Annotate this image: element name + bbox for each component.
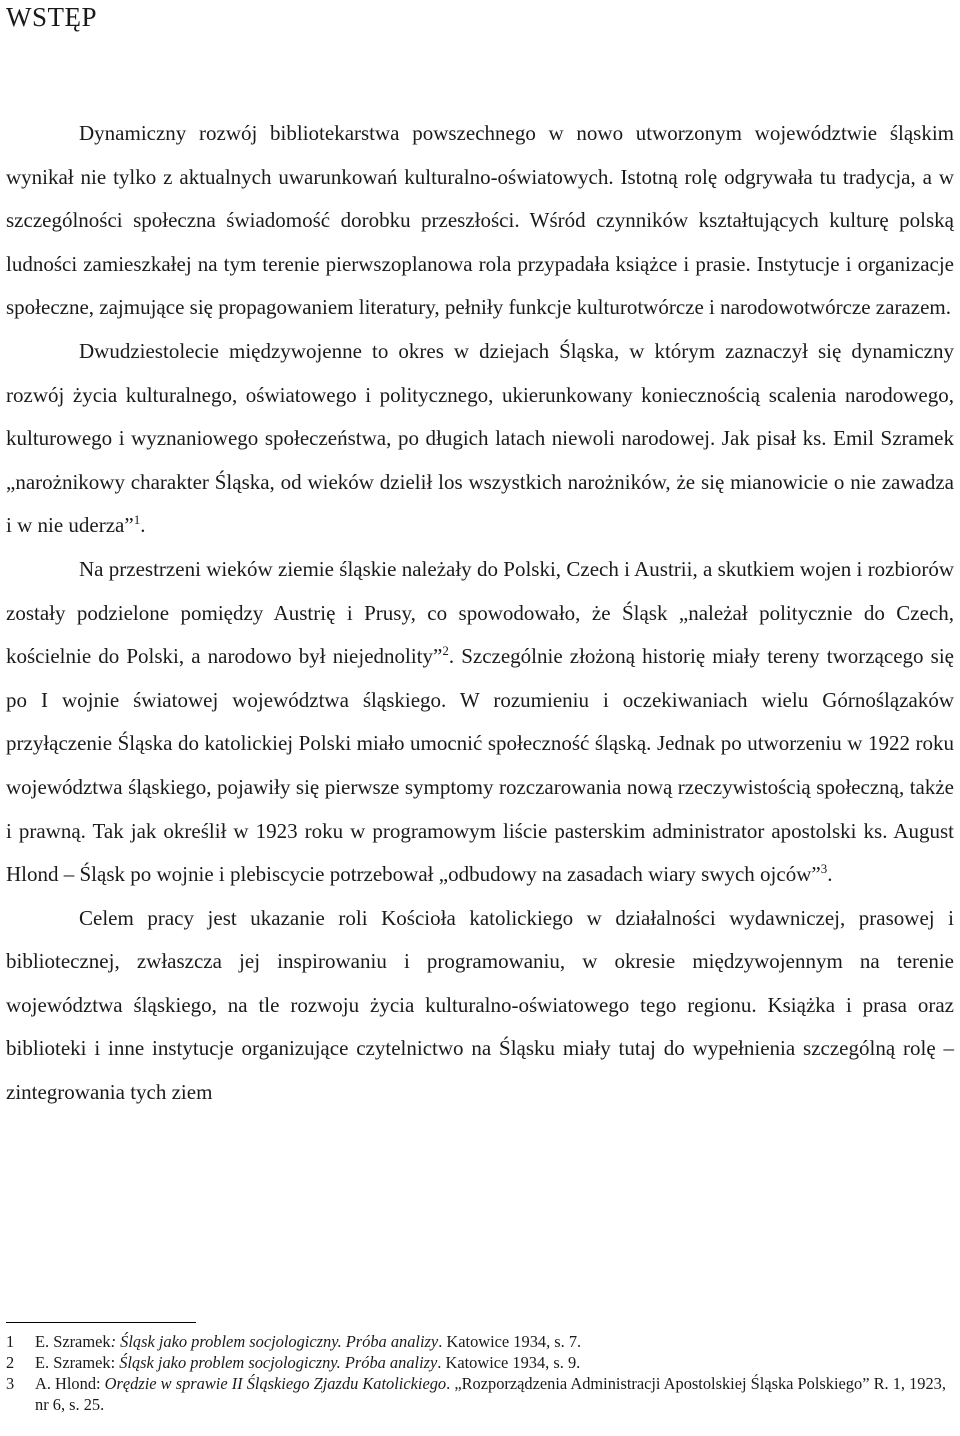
footnote-title: Orędzie w sprawie II Śląskiego Zjazdu Katolickiego (104, 1374, 447, 1393)
body-text (6, 112, 954, 1115)
paragraph (6, 112, 954, 330)
paragraph (6, 548, 954, 897)
paragraph-text: Dwudziestolecie międzywojenne to okres w dziejach Śląska, w którym zaznaczył się dynamiczny rozwój życia kulturalnego, oświatowego i politycznego, ukierunkowany koniecznością scalenia narodowego, kulturowego i wyznaniowego społeczeństwa, po długich latach niewoli narodowej. Jak pisał ks. Emil Szramek „narożnikowy charakter Śląska, od wieków dzielił los wszystkich narożników, że się mianowicie o nie zawadza i w nie uderza” (6, 338, 954, 538)
paragraph-text: Celem pracy jest ukazanie roli Kościoła katolickiego w działalności wydawniczej, prasowej i bibliotecznej, zwłaszcza jej inspirowaniu i programowaniu, w okresie międzywojennym na terenie województwa śląskiego, na tle rozwoju życia kulturalno-oświatowego tego regionu. Książka i prasa oraz biblioteki i inne instytucje organizujące czytelnictwo na Śląsku miały tutaj do wypełnienia szczególną rolę – zintegrowania tych ziem (6, 905, 954, 1105)
footnote-rest: . „Rozporządzenia Administracji Apostolskiej Śląska Polskiego” R. 1, 1923, nr 6, s. 25. (35, 1374, 946, 1414)
paragraph (6, 330, 954, 548)
footnote-separator-text: : (110, 1332, 121, 1351)
footnote-title: Śląsk jako problem socjologiczny. Próba analizy (119, 1353, 438, 1372)
footnote (6, 1331, 954, 1352)
page-title: WSTĘP (6, 2, 98, 32)
paragraph (6, 897, 954, 1115)
footnote-number: 3 (6, 1374, 15, 1393)
footnote-author: E. Szramek (35, 1353, 111, 1372)
paragraph-text: . (140, 513, 146, 538)
footnote-number: 2 (6, 1353, 15, 1372)
footnote-separator (6, 1322, 196, 1323)
footnote (6, 1352, 954, 1373)
footnotes (6, 1331, 954, 1415)
footnote-number: 1 (6, 1332, 15, 1351)
footnote-author: E. Szramek (35, 1332, 111, 1351)
footnote-ref[interactable]: 3 (820, 861, 828, 877)
footnote (6, 1373, 954, 1415)
footnote-title: Śląsk jako problem socjologiczny. Próba analizy (120, 1332, 439, 1351)
footnote-separator-text: : (110, 1353, 120, 1372)
paragraph-text: . (827, 862, 833, 887)
paragraph-text: . Szczególnie złożoną historię miały tereny tworzącego się po I wojnie światowej województwa śląskiego. W rozumieniu i oczekiwaniach wielu Górnoślązaków przyłączenie Śląska do katolickiej Polski miało umocnić społeczność śląską. Jednak po utworzeniu w 1922 roku województwa śląskiego, pojawiły się pierwsze symptomy rozczarowania nową rzeczywistością społeczną, także i prawną. Tak jak określił w 1923 roku w programowym liście pasterskim administrator apostolski ks. August Hlond – Śląsk po wojnie i plebiscycie potrzebował „odbudowy na zasadach wiary swych ojców” (6, 644, 954, 887)
footnote-separator-text: : (96, 1374, 105, 1393)
paragraph-text: Na przestrzeni wieków ziemie śląskie należały do Polski, Czech i Austrii, a skutkiem wojen i rozbiorów zostały podzielone pomiędzy Austrię i Prusy, co spowodowało, że Śląsk „należał politycznie do Czech, kościelnie do Polski, a narodowo był niejednolity” (6, 556, 954, 669)
footnote-ref[interactable]: 1 (133, 512, 141, 528)
footnote-rest: . Katowice 1934, s. 9. (437, 1353, 581, 1372)
paragraph-text: Dynamiczny rozwój bibliotekarstwa powszechnego w nowo utworzonym województwie śląskim wynikał nie tylko z aktualnych uwarunkowań kulturalno-oświatowych. Istotną rolę odgrywała tu tradycja, a w szczególności społeczna świadomość dorobku przeszłości. Wśród czynników kształtujących kulturę polską ludności zamieszkałej na tym terenie pierwszoplanowa rola przypadała książce i prasie. Instytucje i organizacje społeczne, zajmujące się propagowaniem literatury, pełniły funkcje kulturotwórcze i narodowotwórcze zarazem. (6, 121, 954, 320)
footnote-author: A. Hlond (35, 1374, 97, 1393)
footnote-ref[interactable]: 2 (442, 643, 449, 659)
footnote-rest: . Katowice 1934, s. 7. (438, 1332, 582, 1351)
